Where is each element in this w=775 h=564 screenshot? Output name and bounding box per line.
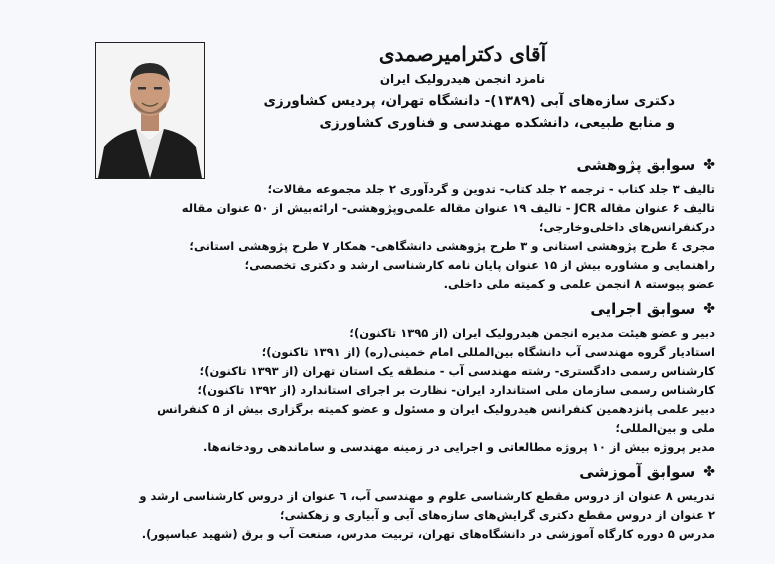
degree-line-1: دکتری سازه‌های آبی (۱۳۸۹)- دانشگاه تهران، پردیس کشاورزی (263, 93, 675, 109)
section-items (130, 324, 715, 457)
list-item: کارشناس رسمی دادگستری- رشته مهندسی آب - منطقه یک استان تهران (از ۱۳۹۳ تاکنون)؛ (199, 364, 715, 378)
resume-body (130, 150, 715, 544)
person-name: آقای دکترامیرصمدی (378, 42, 547, 66)
list-item: کارشناس رسمی سازمان ملی استاندارد ایران- نظارت بر اجرای استاندارد (از ۱۳۹۲ تاکنون)؛ (197, 383, 715, 397)
section-teaching (130, 463, 715, 544)
section-title-research (130, 156, 715, 174)
flower-bullet-icon: ✤ (703, 157, 715, 173)
section-items (130, 180, 715, 294)
flower-bullet-icon: ✤ (703, 464, 715, 480)
list-item: دبیر و عضو هیئت مدیره انجمن هیدرولیک ایران (از ۱۳۹۵ تاکنون)؛ (349, 326, 715, 340)
list-item: استادیار گروه مهندسی آب دانشگاه بین‌المللی امام خمینی(ره) (از ۱۳۹۱ تاکنون)؛ (261, 345, 715, 359)
list-item: مجری ٤ طرح پژوهشی استانی و ۳ طرح پژوهشی دانشگاهی- همکار ۷ طرح پژوهشی استانی؛ (189, 239, 715, 253)
section-items (130, 487, 715, 544)
section-executive (130, 300, 715, 457)
header (210, 42, 715, 134)
list-item: مدرس ۵ دوره کارگاه آموزشی در دانشگاه‌های تهران، تربیت مدرس، صنعت آب و برق (شهید عباسپور). (141, 527, 715, 541)
list-item: تدریس ۸ عنوان از دروس مقطع کارشناسی علوم و مهندسی آب، ٦ عنوان از دروس کارشناسی ارشد و ۲ عنوان از دروس مقطع دکتری گرایش‌های سازه‌های آبی و آبیاری و زهکشی؛ (139, 489, 715, 522)
list-item: راهنمایی و مشاوره بیش از ۱۵ عنوان پایان نامه کارشناسی ارشد و دکتری تخصصی؛ (244, 258, 715, 272)
list-item: دبیر علمی پانزدهمین کنفرانس هیدرولیک ایران و مسئول و عضو کمیته برگزاری بیش از ۵ کنفرانس ملی و بین‌المللی؛ (157, 402, 715, 435)
nomination-subtitle: نامزد انجمن هیدرولیک ایران (379, 72, 546, 86)
degree-line-2: و منابع طبیعی، دانشکده مهندسی و فناوری کشاورزی (319, 115, 675, 131)
list-item: مدیر پروژه بیش از ۱۰ پروژه مطالعاتی و اجرایی در زمینه مهندسی و ساماندهی رودخانه‌ها. (202, 440, 715, 454)
section-research (130, 156, 715, 294)
section-title-text: سوابق آموزشی (579, 463, 696, 481)
section-title-teaching (130, 463, 715, 481)
section-title-text: سوابق اجرایی (590, 300, 696, 318)
list-item: تالیف ۳ جلد کتاب - ترجمه ۲ جلد کتاب- تدوین و گردآوری ۲ جلد مجموعه مقالات؛ (267, 182, 715, 196)
list-item: عضو پیوسته ۸ انجمن علمی و کمیته ملی داخلی. (443, 277, 715, 291)
section-title-text: سوابق پژوهشی (576, 156, 696, 174)
section-title-executive (130, 300, 715, 318)
flower-bullet-icon: ✤ (703, 301, 715, 317)
list-item: تالیف ۶ عنوان مقاله JCR - تالیف ۱۹ عنوان مقاله علمی‌وپژوهشی- ارائه‌بیش از ۵۰ عنوان مقاله درکنفرانس‌های داخلی‌وخارجی؛ (181, 201, 715, 234)
